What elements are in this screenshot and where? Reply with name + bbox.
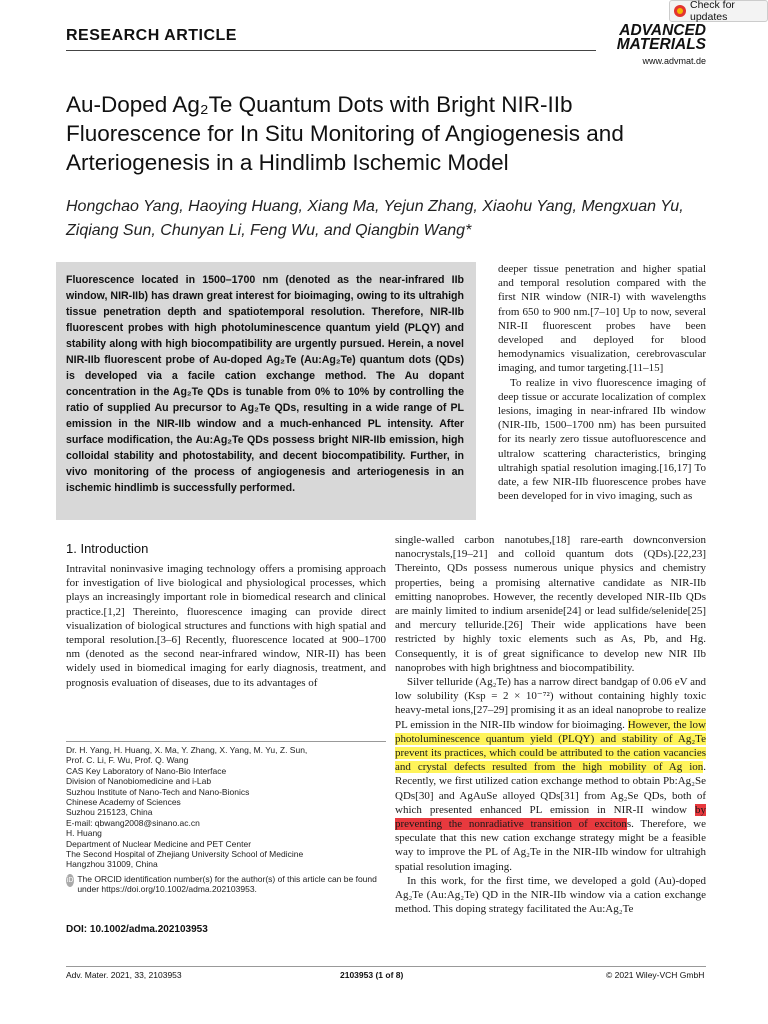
right-column-bottom <box>395 533 706 916</box>
check-for-updates-label: Check for updates <box>690 0 735 23</box>
right-p3: single-walled carbon nanotubes,[18] rare-earth downconversion nanocrystals,[19–21] and colloid quantum dots (QDs).[22,23] Thereinto, QDs possess numerous unique physics and chemistry properties, being a promising alternative candidate as NIR-IIb emitting nanoprobes. However, the recently developed NIR-IIb QDs are mainly limited to indium arsenide[24] or lead sulfide/selenide[25] and mercury telluride.[26] Their wide applications have been restricted by highly toxic elements such as As, Pb, and Hg. Consequently, it is of great significance to develop new NIR IIb nanoprobes with high brightness and biocompatibility. <box>395 534 706 674</box>
orcid-note <box>66 874 386 895</box>
intro-paragraph <box>66 562 386 690</box>
right-p1: deeper tissue penetration and higher spatial and temporal resolution compared with the first NIR window (NIR-I) with wavelengths from 650 to 900 nm.[7–10] Up to now, several NIR-II fluorescent probes have been developed and deployed for blood hemodynamics visualization, cerebrovascular imaging, and tumor targeting.[11–15] <box>498 263 706 375</box>
affiliation-line: Prof. C. Li, F. Wu, Prof. Q. Wang <box>66 755 189 766</box>
section-heading: 1. Introduction <box>66 541 149 556</box>
article-type: RESEARCH ARTICLE <box>66 27 237 44</box>
intro-p1: Intravital noninvasive imaging technology offers a promising approach for investigation of live biological and physiological processes, which plays an increasingly important role in biomedical research and clinical practice.[1,2] Thereinto, fluorescence imaging can provide direct visualization of biological structures and functions with high spatial and temporal resolution.[3–6] Recently, fluorescence located at 900–1700 nm (denoted as the second near-infrared window, NIR-II) has been widely used in biomedical imaging for early diagnosis, treatment, and prognosis evaluation of diseases, due to its advantages of <box>66 563 386 689</box>
email-link[interactable]: E-mail: qbwang2008@sinano.ac.cn <box>66 817 200 828</box>
header-rule <box>66 50 596 51</box>
orcid-icon: iD <box>66 874 74 887</box>
affiliation-line: CAS Key Laboratory of Nano-Bio Interface <box>66 765 227 776</box>
brand-line2: MATERIALS <box>616 36 706 53</box>
right-p5: In this work, for the first time, we developed a gold (Au)-doped Ag₂Te (Au:Ag₂Te) QD in the NIR-IIb window via a cation exchange method. This doping strategy facilitated the Au:Ag₂Te <box>395 874 706 916</box>
right-p4 <box>395 675 706 874</box>
footnote-rule <box>66 741 386 742</box>
footer-citation: Adv. Mater. 2021, 33, 2103953 <box>66 970 182 980</box>
crossmark-icon <box>674 5 686 17</box>
right-p2: To realize in vivo fluorescence imaging of deep tissue or accurate localization of complex lesions, imaging in near-infrared IIb window (NIR-IIb, 1500–1700 nm) has been pursuited for its nearly zero tissue autofluorescence and ultralow scattering characteristics, bringing ultrahigh spatial resolution imaging.[16,17] To date, a few NIR-IIb fluorescence probes have been developed for in vivo imaging, such as <box>498 376 706 503</box>
orcid-text[interactable]: The ORCID identification number(s) for the author(s) of this article can be found under https://doi.org/10.1002/adma.202103953. <box>77 873 377 895</box>
article-title: Au-Doped Ag₂Te Quantum Dots with Bright NIR-IIb Fluorescence for In Situ Monitoring of Angiogenesis and Arteriogenesis in a Hindlimb Ischemic Model <box>66 92 624 175</box>
red-highlight[interactable]: by preventing the nonradiative transition of exciton <box>395 803 706 831</box>
affiliation-line: Suzhou Institute of Nano-Tech and Nano-Bionics <box>66 786 250 797</box>
text-span: Silver telluride (Ag₂Te) has a narrow direct bandgap of 0.06 eV and low solubility (Ksp = 2 × 10⁻⁷²) without containing highly toxic heavy-metal ions,[27–29] promising it as an ideal nanoprobe to realize PL emission in the NIR-IIb window for bioimaging. <box>395 676 706 731</box>
text-span: s. Therefore, we speculate that this new cation exchange strategy might be a feasible way to improve the PL of Ag₂Te in the NIR-IIb window for ultrahigh spatial resolution imaging. <box>395 818 706 873</box>
footer-rule <box>66 966 706 967</box>
affiliation-line: Division of Nanobiomedicine and i-Lab <box>66 776 212 787</box>
page-number: 2103953 (1 of 8) <box>340 970 404 980</box>
doi[interactable]: DOI: 10.1002/adma.202103953 <box>66 924 208 935</box>
journal-url[interactable]: www.advmat.de <box>642 56 706 66</box>
affiliation-line: H. Huang <box>66 828 102 839</box>
affiliation-line: Dr. H. Yang, H. Huang, X. Ma, Y. Zhang, X. Yang, M. Yu, Z. Sun, <box>66 745 308 755</box>
brand-line1: ADVANCED <box>619 22 706 39</box>
affiliation-line: Hangzhou 31009, China <box>66 859 158 870</box>
affiliation-line: Suzhou 215123, China <box>66 807 153 818</box>
affiliation-line: Department of Nuclear Medicine and PET Center <box>66 838 252 849</box>
affiliations <box>66 745 386 895</box>
author-list: Hongchao Yang, Haoying Huang, Xiang Ma, Yejun Zhang, Xiaohu Yang, Mengxuan Yu, Ziqiang Sun, Chunyan Li, Feng Wu, and Qiangbin Wang* <box>66 198 684 239</box>
yellow-highlight[interactable]: However, the low photoluminescence quantum yield (PLQY) and stability of Ag₂Te prevent its practices, which could be attributed to the cation vacancies and crystal defects resulted from the high mobility of Ag ion <box>395 718 706 774</box>
right-column-top <box>498 262 706 503</box>
abstract-box: Fluorescence located in 1500–1700 nm (denoted as the near-infrared IIb window, NIR-IIb) has drawn great interest for bioimaging, owing to its ultrahigh tissue penetration depth and spatiotemporal resolution. Therefore, NIR-IIb fluorescent probes with high photoluminescence quantum yield (PLQY) and stability along with high biocompatibility are urgently pursued. Herein, a novel NIR-IIb fluorescent probe of Au-doped Ag₂Te (Au:Ag₂Te) quantum dots (QDs) is developed via a facile cation exchange method. The Au dopant concentration in the Ag₂Te QDs is tunable from 0% to 10% by controlling the ratio of supplied Au precursor to Ag₂Te QDs, resulting in a wide range of PL emission in the NIR-IIb window and a much-enhanced PL intensity. After surface modification, the Au:Ag₂Te QDs possess bright NIR-IIb emission, high colloidal stability and photostability, and decent biocompatibility. Further, in vivo monitoring of the process of angiogenesis and arteriogenesis in an ischemic hindlimb is successfully performed. <box>56 262 476 520</box>
journal-logo <box>600 24 706 52</box>
check-for-updates-button[interactable] <box>669 0 768 22</box>
affiliation-line: The Second Hospital of Zhejiang University School of Medicine <box>66 849 304 860</box>
affiliation-line: Chinese Academy of Sciences <box>66 797 181 808</box>
text-span: . Recently, we first utilized cation exchange method to obtain Pb:Ag₂Se QDs[30] and AgAuSe alloyed QDs[31] from Ag₂Se QDs, both of which presented enhanced PL emission in NIR-II window <box>395 761 706 816</box>
copyright: © 2021 Wiley-VCH GmbH <box>606 970 705 980</box>
